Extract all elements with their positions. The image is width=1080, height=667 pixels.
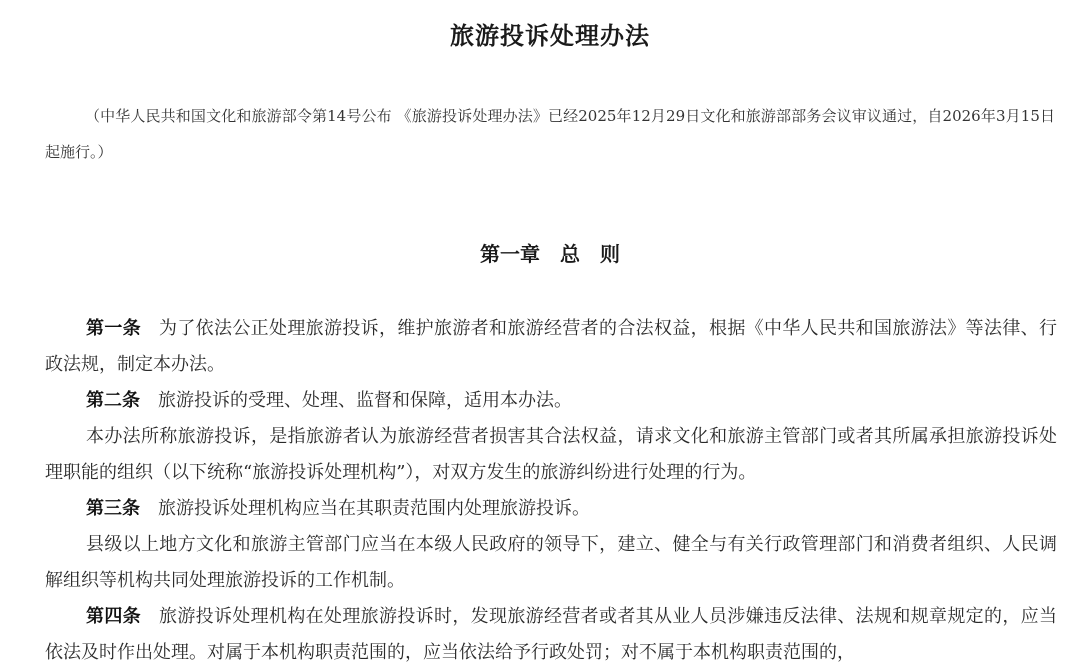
article-text: 县级以上地方文化和旅游主管部门应当在本级人民政府的领导下，建立、健全与有关行政管理部门和消费者组织、人民调解组织等机构共同处理旅游投诉的工作机制。	[45, 534, 1057, 591]
article-text: 旅游投诉处理机构在处理旅游投诉时，发现旅游经营者或者其从业人员涉嫌违反法律、法规和规章规定的，应当依法及时作出处理。对属于本机构职责范围的，应当依法给予行政处罚；对不属于本机构职责范围的，	[45, 606, 1057, 663]
article-text: 本办法所称旅游投诉，是指旅游者认为旅游经营者损害其合法权益，请求文化和旅游主管部门或者其所属承担旅游投诉处理职能的组织（以下统称“旅游投诉处理机构”），对双方发生的旅游纠纷进行处理的行为。	[45, 426, 1057, 483]
document-title: 旅游投诉处理办法	[450, 22, 650, 50]
publication-note: （中华人民共和国文化和旅游部令第14号公布 《旅游投诉处理办法》已经2025年12月29日文化和旅游部部务会议审议通过，自2026年3月15日起施行。）	[45, 107, 1055, 161]
article-4-paragraph	[45, 599, 1057, 667]
article-text: 旅游投诉的受理、处理、监督和保障，适用本办法。	[158, 390, 572, 411]
article-text: 旅游投诉处理机构应当在其职责范围内处理旅游投诉。	[158, 498, 590, 519]
article-label: 第一条	[86, 318, 141, 339]
article-3-paragraph	[45, 491, 1057, 527]
chapter-heading: 第一章 总 则	[480, 242, 620, 266]
article-2-paragraph	[45, 383, 1057, 419]
article-label: 第二条	[86, 390, 140, 411]
article-label: 第三条	[86, 498, 140, 519]
article-2-continuation	[45, 419, 1057, 491]
article-label: 第四条	[86, 606, 141, 627]
chapter-body	[45, 311, 1057, 667]
article-1-paragraph	[45, 311, 1057, 383]
article-3-continuation	[45, 527, 1057, 599]
article-text: 为了依法公正处理旅游投诉，维护旅游者和旅游经营者的合法权益，根据《中华人民共和国旅游法》等法律、行政法规，制定本办法。	[45, 318, 1057, 375]
